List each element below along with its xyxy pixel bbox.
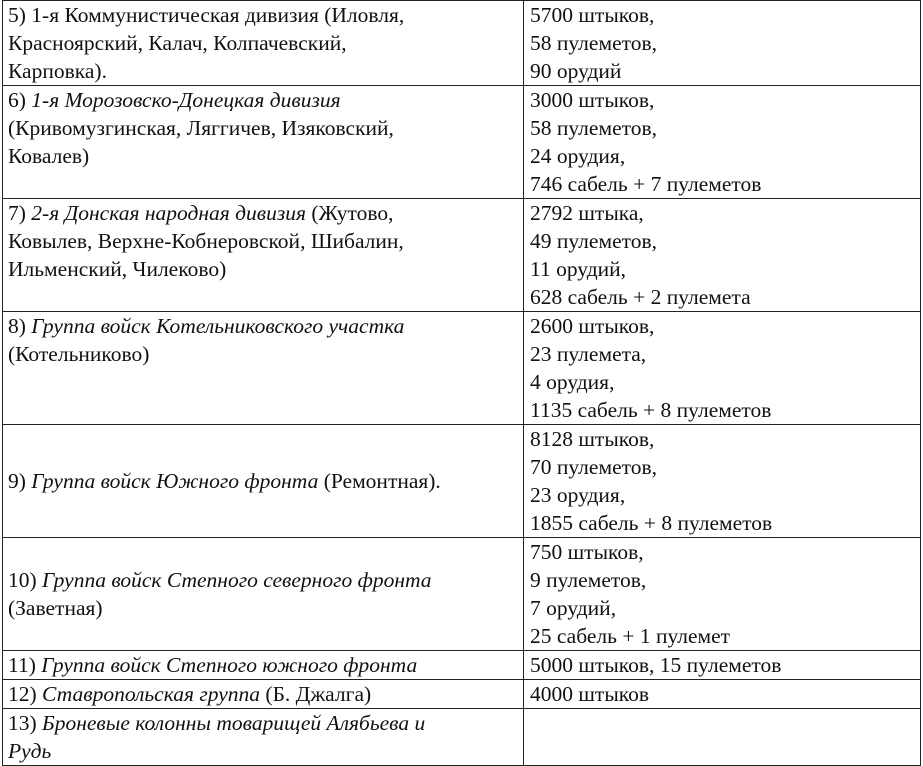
unit-name-line: 13) Броневые колонны товарищей Алябьева и bbox=[8, 711, 426, 735]
forces-line: 5700 штыков, bbox=[530, 3, 655, 27]
unit-name-line: Красноярский, Калач, Колпачевский, bbox=[8, 31, 347, 55]
unit-name-line: Ильменский, Чилеково) bbox=[8, 257, 227, 281]
forces-line: 23 пулемета, bbox=[530, 342, 647, 366]
unit-forces-cell bbox=[524, 199, 921, 312]
forces-line: 7 орудий, bbox=[530, 596, 617, 620]
table-row bbox=[3, 1, 921, 86]
forces-line: 70 пулеметов, bbox=[530, 455, 657, 479]
table-row bbox=[3, 312, 921, 425]
unit-name-cell bbox=[3, 651, 524, 680]
table-row bbox=[3, 199, 921, 312]
forces-line: 9 пулеметов, bbox=[530, 568, 647, 592]
unit-name-line: 11) Группа войск Степного южного фронта bbox=[8, 653, 418, 677]
unit-forces-cell bbox=[524, 709, 921, 766]
forces-line: 628 сабель + 2 пулемета bbox=[530, 285, 751, 309]
unit-title: Ставропольская группа bbox=[42, 682, 261, 706]
table-row bbox=[3, 538, 921, 651]
forces-line: 5000 штыков, 15 пулеметов bbox=[530, 653, 782, 677]
unit-forces-cell bbox=[524, 1, 921, 86]
unit-name-line: 7) 2-я Донская народная дивизия (Жутово, bbox=[8, 201, 394, 225]
table-row bbox=[3, 425, 921, 538]
forces-line: 4000 штыков bbox=[530, 682, 650, 706]
forces-line: 746 сабель + 7 пулеметов bbox=[530, 172, 762, 196]
unit-name-line: Карповка). bbox=[8, 59, 107, 83]
unit-name-line: 10) Группа войск Степного северного фронта bbox=[8, 568, 432, 592]
unit-name-line: 12) Ставропольская группа (Б. Джалга) bbox=[8, 682, 372, 706]
unit-name-line: 6) 1-я Морозовско-Донецкая дивизия bbox=[8, 88, 341, 112]
unit-name-line: 5) 1-я Коммунистическая дивизия (Иловля, bbox=[8, 3, 405, 27]
unit-name-line: 8) Группа войск Котельниковского участка bbox=[8, 314, 405, 338]
forces-line: 49 пулеметов, bbox=[530, 229, 657, 253]
unit-name-line: (Заветная) bbox=[8, 596, 103, 620]
unit-name-cell bbox=[3, 709, 524, 766]
unit-forces-cell bbox=[524, 86, 921, 199]
forces-line: 750 штыков, bbox=[530, 540, 644, 564]
forces-line: 4 орудия, bbox=[530, 370, 615, 394]
unit-name-line: (Котельниково) bbox=[8, 342, 150, 366]
unit-title: 2-я Донская народная дивизия bbox=[31, 201, 306, 225]
forces-line: 2792 штыка, bbox=[530, 201, 644, 225]
unit-forces-cell bbox=[524, 651, 921, 680]
unit-name-cell bbox=[3, 680, 524, 709]
forces-line: 3000 штыков, bbox=[530, 88, 655, 112]
unit-title: Группа войск Степного северного фронта bbox=[42, 568, 432, 592]
forces-line: 58 пулеметов, bbox=[530, 116, 657, 140]
forces-line: 2600 штыков, bbox=[530, 314, 655, 338]
unit-title: Группа войск Степного южного фронта bbox=[41, 653, 418, 677]
unit-title: 1-я Морозовско-Донецкая дивизия bbox=[31, 88, 341, 112]
unit-name-line: Ковылев, Верхне-Кобнеровской, Шибалин, bbox=[8, 229, 404, 253]
unit-name-cell bbox=[3, 538, 524, 651]
unit-forces-cell bbox=[524, 425, 921, 538]
table-row bbox=[3, 86, 921, 199]
table-row bbox=[3, 651, 921, 680]
unit-forces-cell bbox=[524, 538, 921, 651]
table-row bbox=[3, 709, 921, 766]
table-row bbox=[3, 680, 921, 709]
unit-title: Группа войск Котельниковского участка bbox=[31, 314, 405, 338]
unit-name-cell bbox=[3, 425, 524, 538]
forces-line: 8128 штыков, bbox=[530, 427, 655, 451]
unit-name-cell bbox=[3, 86, 524, 199]
forces-line: 25 сабель + 1 пулемет bbox=[530, 624, 731, 648]
forces-line: 90 орудий bbox=[530, 59, 622, 83]
unit-name-line: 9) Группа войск Южного фронта (Ремонтная). bbox=[8, 469, 441, 493]
unit-name-line: (Кривомузгинская, Ляггичев, Изяковский, bbox=[8, 116, 394, 140]
forces-line: 1855 сабель + 8 пулеметов bbox=[530, 511, 773, 535]
forces-line: 24 орудия, bbox=[530, 144, 626, 168]
forces-line: 58 пулеметов, bbox=[530, 31, 657, 55]
unit-name-cell bbox=[3, 1, 524, 86]
unit-forces-cell bbox=[524, 312, 921, 425]
forces-line: 11 орудий, bbox=[530, 257, 627, 281]
unit-name-cell bbox=[3, 199, 524, 312]
unit-name-line: Ковалев) bbox=[8, 144, 90, 168]
forces-line: 23 орудия, bbox=[530, 483, 626, 507]
unit-name-line: Рудь bbox=[8, 739, 52, 763]
unit-forces-cell bbox=[524, 680, 921, 709]
unit-title: Группа войск Южного фронта bbox=[31, 469, 319, 493]
units-table bbox=[2, 0, 921, 766]
forces-line: 1135 сабель + 8 пулеметов bbox=[530, 398, 772, 422]
unit-title: Броневые колонны товарищей Алябьева и bbox=[42, 711, 426, 735]
unit-name-cell bbox=[3, 312, 524, 425]
